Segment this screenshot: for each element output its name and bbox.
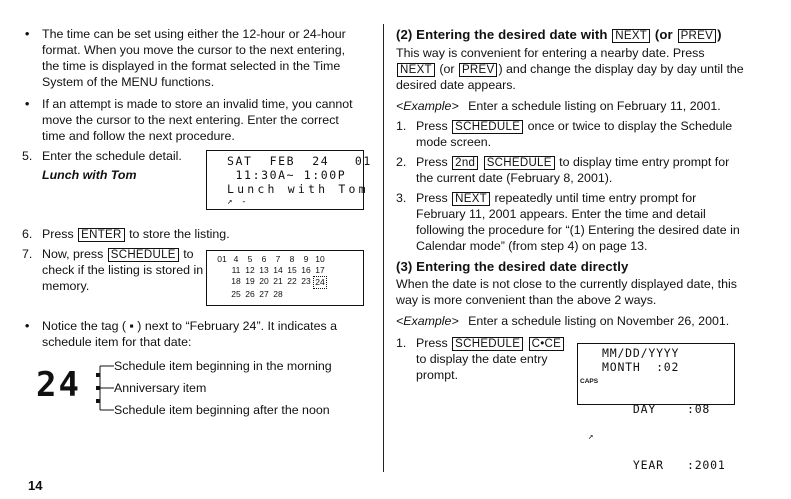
- step-text: Press: [42, 227, 74, 241]
- lcd-line-4: ↗ -: [227, 197, 249, 207]
- step-3-next: 3. Press NEXT repeatedly until time entry prompt for February 11, 2001 appears. Enter the time and detail following the procedure for “(1) Entering the desired date in Calendar mode” (from step 4) on page 13.: [396, 191, 740, 253]
- paragraph-next-prev: This way is convenient for entering a nearby date. Press NEXT (or PREV ) and change the display day by day until the desired date appears.: [396, 46, 744, 92]
- example-text: Enter a schedule listing on November 26, 2001.: [468, 314, 730, 328]
- step-number: 1.: [396, 119, 407, 133]
- section-heading-next-prev: (2) Entering the desired date with NEXT (or PREV ): [396, 27, 722, 42]
- step-1-next: 1. Press SCHEDULE once or twice to display the Schedule mode screen.: [396, 119, 733, 149]
- step-number: 3.: [396, 191, 407, 205]
- bullet-text: If an attempt is made to store an invalid time, you cannot move the cursor to the next entering. Enter the correct time and follow the next procedure.: [42, 97, 353, 143]
- bullet-invalid-time: [22, 96, 362, 144]
- bullet-dot: •: [25, 97, 30, 111]
- bullet-tag-notice: [22, 318, 367, 350]
- section-heading-direct: (3) Entering the desired date directly: [396, 259, 629, 274]
- example-label: <Example>: [396, 99, 459, 113]
- example-1: [396, 98, 776, 114]
- step-text: Now, press: [42, 247, 104, 261]
- calendar-row-3: 18 19 20 21 22 23 24: [215, 276, 359, 289]
- next-key: NEXT: [612, 29, 650, 43]
- bullet-text: The time can be set using either the 12-hour or 24-hour format. When you move the cursor to the next entering, the time is displayed in the format selected in the Time System of the MENU functions.: [42, 27, 346, 89]
- step-number: 7.: [22, 247, 33, 261]
- calendar-row-2: 11 12 13 14 15 16 17: [231, 265, 325, 275]
- example-label: <Example>: [396, 314, 459, 328]
- cursor-arrow-icon: ↗: [588, 432, 595, 442]
- lcd-line-3: CAPS DAY :08: [602, 374, 730, 430]
- step-7: [22, 246, 206, 294]
- lcd-line-1: MM/DD/YYYY: [602, 346, 680, 360]
- page-number: 14: [28, 478, 43, 493]
- lcd-display-date-entry: [577, 343, 735, 472]
- 2nd-key: 2nd: [452, 156, 478, 170]
- step-number: 6.: [22, 227, 33, 241]
- calendar-row-4: 25 26 27 28: [231, 289, 283, 299]
- prev-key: PREV: [459, 63, 498, 77]
- tag-bracket-icon: [36, 360, 116, 420]
- step-6: [22, 226, 362, 242]
- right-column: [396, 26, 776, 383]
- tag-afternoon-label: Schedule item beginning after the noon: [114, 403, 330, 417]
- lcd-line-2: MONTH :02: [602, 360, 680, 374]
- bullet-dot: •: [25, 319, 30, 333]
- lcd-line-2: 11:30A~ 1:00P: [227, 168, 347, 182]
- bullet-text: Notice the tag ( ▪ ) next to “February 24”. It indicates a schedule item for that date:: [42, 319, 338, 349]
- example-text: Enter a schedule listing on February 11, 2001.: [468, 99, 721, 113]
- bullet-time-format: [22, 26, 362, 90]
- step-text: to check if the listing is stored in memory.: [42, 247, 204, 293]
- schedule-key: SCHEDULE: [452, 120, 523, 134]
- caps-indicator: CAPS: [580, 378, 599, 385]
- lcd-display-calendar: [206, 250, 364, 306]
- step-number: 2.: [396, 155, 407, 169]
- example-2: [396, 313, 776, 329]
- paragraph-direct: When the date is not close to the currently displayed date, this way is more convenient than the above 2 ways.: [396, 277, 737, 307]
- schedule-key: SCHEDULE: [484, 156, 555, 170]
- prev-key: PREV: [678, 29, 717, 43]
- step-2-next: 2. Press 2nd SCHEDULE to display time entry prompt for the current date (February 8, 2001).: [396, 155, 730, 185]
- tag-date-number: 24: [36, 365, 81, 405]
- next-key: NEXT: [452, 192, 490, 206]
- tag-morning-label: Schedule item beginning in the morning: [114, 359, 332, 373]
- schedule-key: SCHEDULE: [108, 248, 179, 262]
- lcd-line-1: SAT FEB 24 01: [227, 154, 372, 168]
- step-text: to store the listing.: [129, 227, 230, 241]
- cursor-arrow-icon: ↗: [227, 197, 235, 207]
- next-key: NEXT: [397, 63, 435, 77]
- step-5: [22, 148, 222, 183]
- step-number: 1.: [396, 336, 407, 350]
- column-divider: [383, 24, 384, 472]
- step-number: 5.: [22, 149, 33, 163]
- tag-anniversary-label: Anniversary item: [114, 381, 207, 395]
- lcd-line-3: Lunch with Tom: [227, 182, 369, 196]
- step-1-direct: 1. Press SCHEDULE C•CE to display the date entry prompt.: [396, 335, 576, 383]
- step-text: Enter the schedule detail.: [42, 149, 182, 163]
- bullet-dot: •: [25, 27, 30, 41]
- c-ce-key: C•CE: [529, 337, 565, 351]
- tag-legend: [36, 360, 356, 420]
- step-example: Lunch with Tom: [42, 168, 137, 182]
- lcd-display-schedule-entry: [206, 150, 372, 210]
- calendar-cursor-day: 24: [313, 276, 327, 289]
- schedule-key: SCHEDULE: [452, 337, 523, 351]
- enter-key: ENTER: [78, 228, 124, 242]
- lcd-line-4: ↗ YEAR :2001: [588, 432, 726, 472]
- calendar-row-1: 01 4 5 6 7 8 9 10: [217, 254, 325, 264]
